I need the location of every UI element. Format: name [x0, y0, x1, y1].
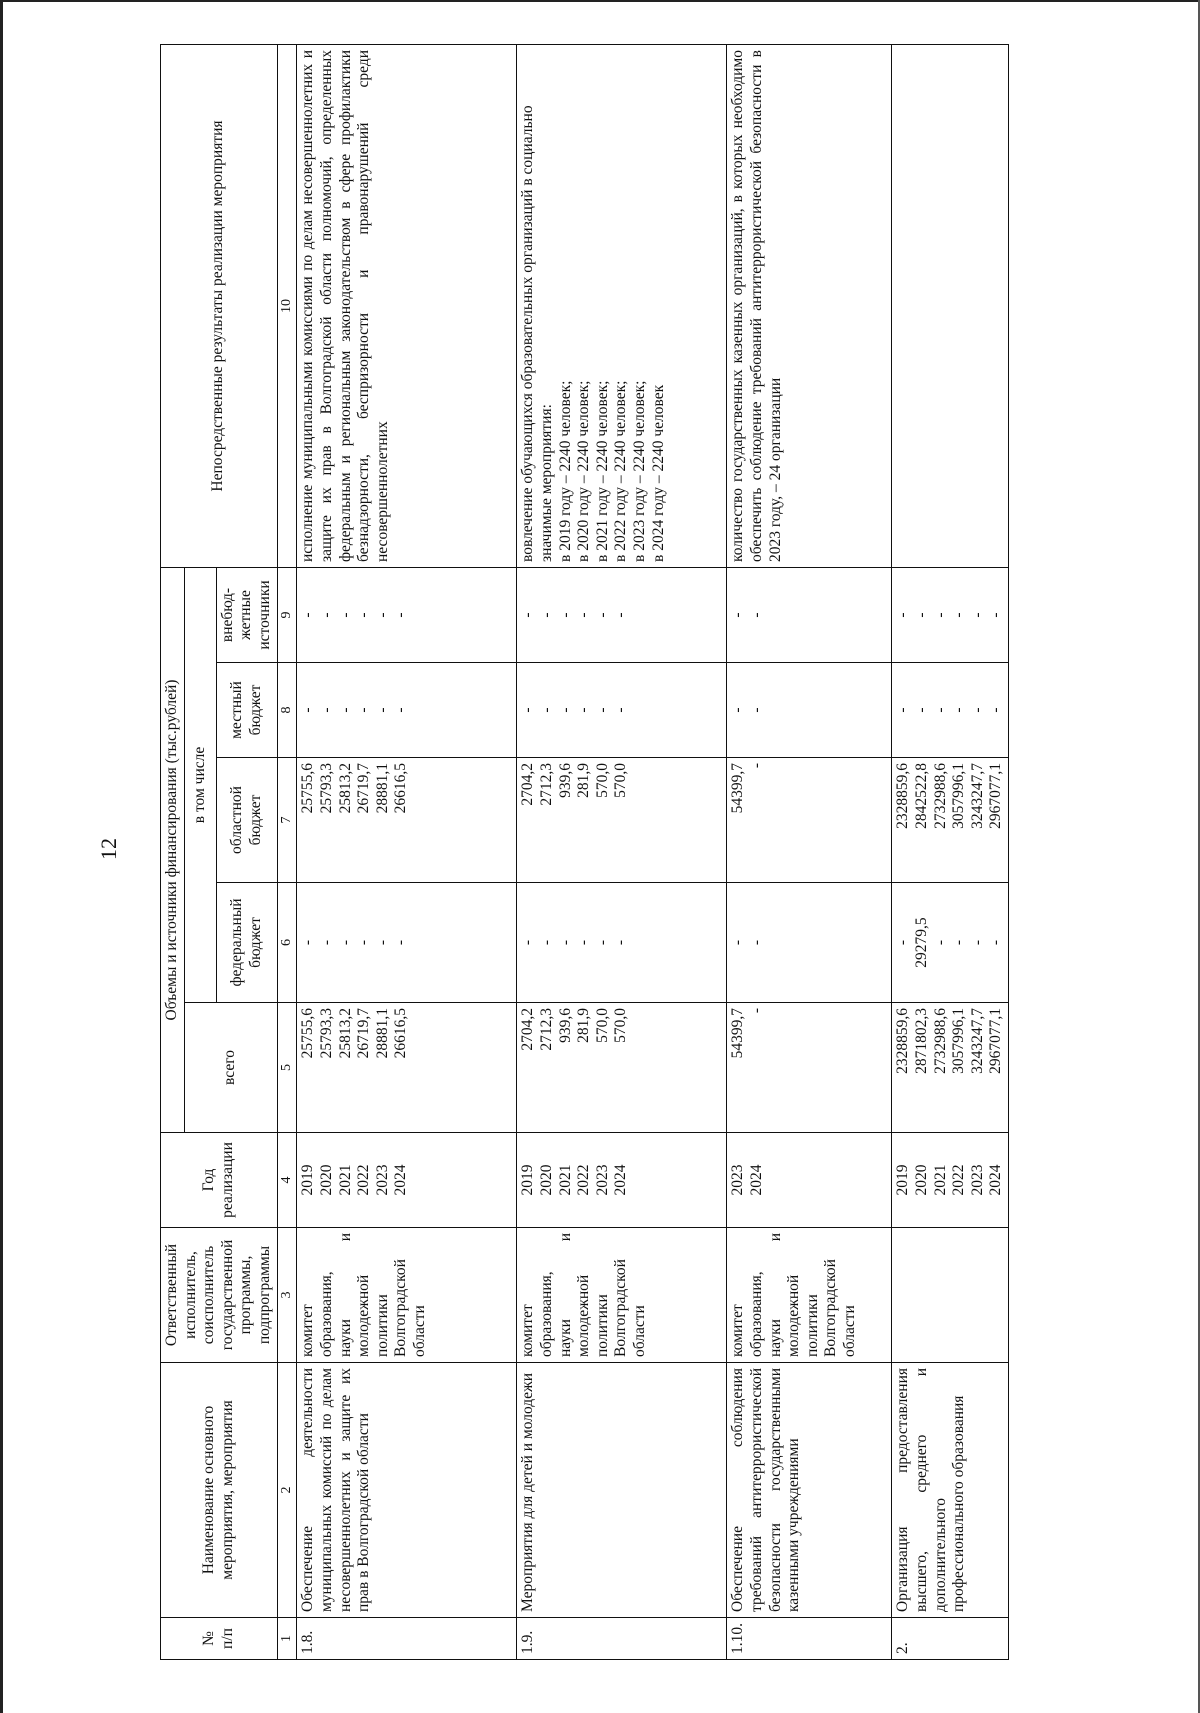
- table-row: [727, 45, 892, 1660]
- header-number: № п/п: [161, 1618, 278, 1660]
- column-index: 3: [277, 1228, 297, 1363]
- row-extra: - - - - - -: [297, 568, 517, 663]
- row-extra: - -: [727, 568, 892, 663]
- row-number: 1.9.: [517, 1618, 727, 1660]
- row-federal: - 29279,5 - - - -: [892, 883, 1009, 1003]
- scan-edge-left: [0, 0, 3, 1713]
- row-name: Организация предоставления высшего, среднего и дополнительного профессионального образования: [892, 1363, 1009, 1618]
- header-total: всего: [184, 1003, 277, 1133]
- column-index: 6: [277, 883, 297, 1003]
- row-result: вовлечение обучающихся образовательных организаций в социально значимые мероприятия: в 2019 году – 2240 человек; в 2020 году – 2240 человек; в 2021 году – 2240 человек; в 2022 году – 2240 человек; в 2023 году – 2240 человек; в 2024 году – 2240 человек: [517, 45, 727, 568]
- table-header: [161, 45, 297, 1660]
- header-extra: внебюд-жетные источники: [216, 568, 277, 663]
- table-row: [297, 45, 517, 1660]
- row-number: 2.: [892, 1618, 1009, 1660]
- row-executor: комитет образования, науки и молодежной политики Волгоградской области: [517, 1228, 727, 1363]
- row-number: 1.8.: [297, 1618, 517, 1660]
- header-year: Год реализации: [161, 1133, 278, 1228]
- row-result: исполнение муниципальными комиссиями по делам несовершеннолетних и защите их прав в Волгоградской области полномочий, определенных федеральным и региональным законодательством в сфере профилактики безнадзорности, беспризорности и правонарушений среди несовершеннолетних: [297, 45, 517, 568]
- table-row: [892, 45, 1009, 1660]
- row-executor: комитет образования, науки и молодежной политики Волгоградской области: [297, 1228, 517, 1363]
- row-years: 2019 2020 2021 2022 2023 2024: [892, 1133, 1009, 1228]
- table-body: [297, 45, 1009, 1660]
- row-local: - -: [727, 663, 892, 758]
- program-table: [160, 44, 1009, 1660]
- row-federal: - - - - - -: [517, 883, 727, 1003]
- scan-edge-top: [0, 0, 1200, 2]
- row-local: - - - - - -: [517, 663, 727, 758]
- row-total: 2704,2 2712,3 939,6 281,9 570,0 570,0: [517, 1003, 727, 1133]
- column-index: 1: [277, 1618, 297, 1660]
- column-index: 2: [277, 1363, 297, 1618]
- row-result: количество государственных казенных организаций, в которых необходимо обеспечить соблюдение требований антитеррористической безопасности в 2023 году, – 24 организации: [727, 45, 892, 568]
- header-results: Непосредственные результаты реализации мероприятия: [161, 45, 278, 568]
- row-years: 2019 2020 2021 2022 2023 2024: [297, 1133, 517, 1228]
- row-result: [892, 45, 1009, 568]
- header-executor: Ответственный исполнитель, соисполнитель государственной программы, подпрограммы: [161, 1228, 278, 1363]
- row-total: 25755,6 25793,3 25813,2 26719,7 28881,1 26616,5: [297, 1003, 517, 1133]
- row-total: 2328859,6 2871802,3 2732988,6 3057996,1 3243247,7 2967077,1: [892, 1003, 1009, 1133]
- column-index: 5: [277, 1003, 297, 1133]
- column-index: 4: [277, 1133, 297, 1228]
- row-name: Обеспечение соблюдения требований антитеррористической безопасности государственными казенными учреждениями: [727, 1363, 892, 1618]
- header-local: местный бюджет: [216, 663, 277, 758]
- row-years: 2019 2020 2021 2022 2023 2024: [517, 1133, 727, 1228]
- header-finance: Объемы и источники финансирования (тыс.рублей): [161, 568, 185, 1133]
- row-regional: 54399,7 -: [727, 758, 892, 883]
- rotated-table-sheet: [160, 45, 1060, 1660]
- header-federal: федеральный бюджет: [216, 883, 277, 1003]
- header-regional: областной бюджет: [216, 758, 277, 883]
- row-regional: 25755,6 25793,3 25813,2 26719,7 28881,1 26616,5: [297, 758, 517, 883]
- row-number: 1.10.: [727, 1618, 892, 1660]
- row-regional: 2328859,6 2842522,8 2732988,6 3057996,1 3243247,7 2967077,1: [892, 758, 1009, 883]
- row-years: 2023 2024: [727, 1133, 892, 1228]
- header-name: Наименование основного мероприятия, мероприятия: [161, 1363, 278, 1618]
- page-number: 12: [96, 838, 121, 860]
- row-federal: - -: [727, 883, 892, 1003]
- column-index: 7: [277, 758, 297, 883]
- column-index-row: [277, 45, 297, 1660]
- header-including: в том числе: [184, 568, 216, 1003]
- row-regional: 2704,2 2712,3 939,6 281,9 570,0 570,0: [517, 758, 727, 883]
- row-local: - - - - - -: [297, 663, 517, 758]
- column-index: 9: [277, 568, 297, 663]
- column-index: 10: [277, 45, 297, 568]
- row-name: Обеспечение деятельности муниципальных комиссий по делам несовершеннолетних и защите их прав в Волгоградской области: [297, 1363, 517, 1618]
- row-total: 54399,7 -: [727, 1003, 892, 1133]
- row-federal: - - - - - -: [297, 883, 517, 1003]
- row-extra: - - - - - -: [517, 568, 727, 663]
- row-executor: [892, 1228, 1009, 1363]
- row-executor: комитет образования, науки и молодежной политики Волгоградской области: [727, 1228, 892, 1363]
- row-local: - - - - - -: [892, 663, 1009, 758]
- column-index: 8: [277, 663, 297, 758]
- table-row: [517, 45, 727, 1660]
- row-extra: - - - - - -: [892, 568, 1009, 663]
- row-name: Мероприятия для детей и молодежи: [517, 1363, 727, 1618]
